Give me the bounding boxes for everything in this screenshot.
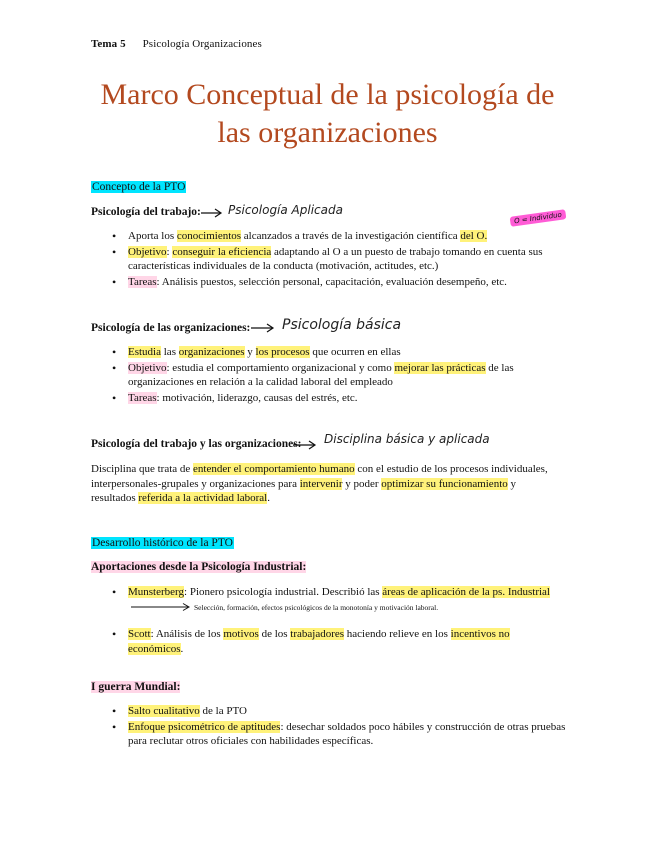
list-item: • Aporta los conocimientos alcanzados a través de la investigación científica del O. xyxy=(112,229,567,244)
title-line-2: las organizaciones xyxy=(217,116,438,149)
arrow-icon xyxy=(130,602,192,612)
topic-number: Tema 5 xyxy=(91,38,126,50)
title-line-1: Marco Conceptual de la psicología de xyxy=(100,78,555,111)
list-item: • Scott: Análisis de los motivos de los trabajadores haciendo relieve en los incentivos no económicos. xyxy=(112,627,567,656)
subheading-organizaciones: Psicología de las organizaciones: xyxy=(91,322,251,334)
handwritten-note-disciplina: Disciplina básica y aplicada xyxy=(324,432,490,446)
subheading-aportaciones: Aportaciones desde la Psicología Industrial: xyxy=(91,561,307,573)
list-item: • Estudia las organizaciones y los procesos que ocurren en ellas xyxy=(112,345,567,360)
bullet-list-trabajo xyxy=(112,229,567,290)
page-title xyxy=(60,76,595,152)
list-item: • Enfoque psicométrico de aptitudes: desechar soldados poco hábiles y construcción de otras pruebas para reclutar otros oficiales con habilidades específicas. xyxy=(112,720,567,749)
subheading-trabajo-organizaciones: Psicología del trabajo y las organizaciones: xyxy=(91,438,302,450)
handwritten-note-areas: Selección, formación, efectos psicológicos de la monotonía y motivación laboral. xyxy=(194,602,439,612)
handwritten-note-individuo: O = Individuo xyxy=(510,209,567,227)
list-item: • Tareas: Análisis puestos, selección personal, capacitación, evaluación desempeño, etc. xyxy=(112,275,567,290)
handwritten-note-aplicada: Psicología Aplicada xyxy=(228,203,343,217)
list-item: • Salto cualitativo de la PTO xyxy=(112,704,567,719)
list-item: • Munsterberg: Pionero psicología industrial. Describió las áreas de aplicación de la ps. Industrial Selección, formación, efectos psicológicos de la monotonía y motivación laboral. xyxy=(112,585,567,615)
definition-paragraph: Disciplina que trata de entender el comportamiento humano con el estudio de los procesos individuales, interpersonales-grupales y organizaciones para intervenir y poder optimizar su funcionamiento y resultados referida a la actividad laboral. xyxy=(91,463,548,504)
arrow-icon xyxy=(200,207,224,219)
section-heading-concepto: Concepto de la PTO xyxy=(92,181,186,193)
list-item: • Tareas: motivación, liderazgo, causas del estrés, etc. xyxy=(112,391,567,406)
list-item: • Objetivo: estudia el comportamiento organizacional y como mejorar las prácticas de las organizaciones en relación a la calidad laboral del empleado xyxy=(112,361,567,390)
bullet-list-aportaciones xyxy=(112,585,567,657)
subheading-trabajo: Psicología del trabajo: xyxy=(91,206,201,218)
bullet-list-guerra xyxy=(112,704,567,750)
section-heading-desarrollo: Desarrollo histórico de la PTO xyxy=(92,537,233,549)
arrow-icon xyxy=(250,322,276,334)
page-header xyxy=(91,38,262,50)
subheading-guerra: I guerra Mundial: xyxy=(91,681,181,693)
bullet-list-organizaciones xyxy=(112,345,567,406)
handwritten-note-basica: Psicología básica xyxy=(282,317,402,333)
subject-name: Psicología Organizaciones xyxy=(142,38,262,50)
list-item: • Objetivo: conseguir la eficiencia adaptando al O a un puesto de trabajo tomando en cuenta sus características individuales de la conducta (motivación, actitudes, etc.) xyxy=(112,245,567,274)
arrow-icon xyxy=(292,439,318,451)
